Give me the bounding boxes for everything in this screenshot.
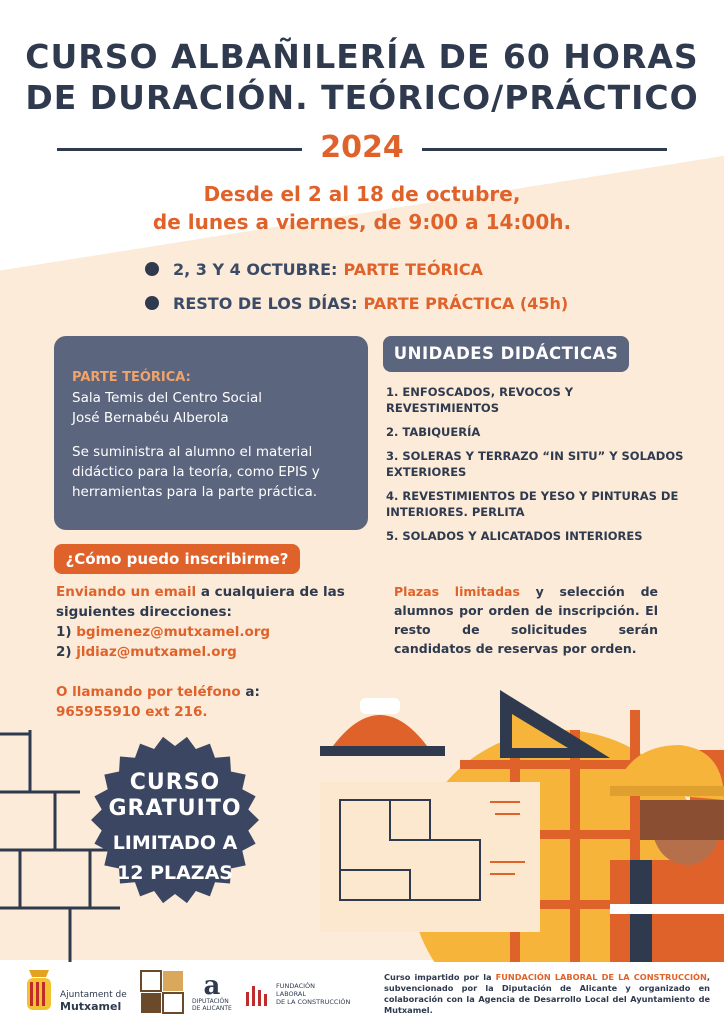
units-title: UNIDADES DIDÁCTICAS <box>383 336 629 372</box>
units-list <box>386 384 686 552</box>
logo-fundacion-line-2: LABORAL <box>276 990 306 998</box>
logo-fundacion-line-1: FUNDACIÓN <box>276 982 316 990</box>
email-number: 2) <box>56 644 77 660</box>
title-line-1: CURSO ALBAÑILERÍA DE 60 HORAS <box>25 37 699 76</box>
construction-illustration <box>310 690 724 962</box>
material-line-2: didáctico para la teoría, como EPIS y <box>72 464 320 480</box>
session-highlight: PARTE PRÁCTICA (45h) <box>363 293 569 313</box>
plazas-lead: Plazas limitadas <box>394 584 520 599</box>
footer <box>0 962 724 1024</box>
logo-diputacion-line-1: DIPUTACIÓN <box>192 998 229 1005</box>
divider-right <box>422 148 667 151</box>
session-item-theory <box>145 252 568 286</box>
unit-item: 3. SOLERAS Y TERRAZO “IN SITU” Y SOLADOS EXTERIORES <box>386 449 684 479</box>
footer-note-org: FUNDACIÓN LABORAL DE LA CONSTRUCCIÓN <box>495 972 707 982</box>
bullet-icon <box>145 296 159 310</box>
logo-diputacion-line-2: DE ALICANTE <box>192 1005 232 1012</box>
schedule-line-1: Desde el 2 al 18 de octubre, <box>203 182 521 206</box>
session-highlight: PARTE TEÓRICA <box>343 259 483 279</box>
inscription-title: ¿Cómo puedo inscribirme? <box>54 544 300 574</box>
logo-adl <box>140 970 184 1022</box>
bullet-icon <box>145 262 159 276</box>
schedule <box>0 180 724 236</box>
badge-text <box>90 770 260 888</box>
email-rest: a cualquiera de las <box>196 584 345 600</box>
email-intro <box>56 582 356 602</box>
badge-line-3: LIMITADO A <box>112 832 238 854</box>
logo-mutxamel <box>24 968 54 1020</box>
title-line-2: DE DURACIÓN. TEÓRICO/PRÁCTICO <box>25 78 699 117</box>
footer-note <box>384 972 710 1016</box>
badge-line-1: CURSO <box>129 770 221 795</box>
email-lead: Enviando un email <box>56 584 197 600</box>
phone-lead: O llamando por teléfono <box>56 684 241 700</box>
logo-mutxamel-line-2: Mutxamel <box>60 1000 122 1013</box>
plazas-rest: y selección de alumnos por orden de inscripción. El resto de solicitudes serán candidatos de reservas por orden. <box>394 584 659 656</box>
session-label: RESTO DE LOS DÍAS: <box>173 293 358 313</box>
badge-line-4: 12 PLAZAS <box>117 862 233 884</box>
logo-mutxamel-text <box>60 990 127 1013</box>
phone-rest: a: <box>240 684 260 700</box>
mutxamel-crest-icon <box>24 968 54 1016</box>
schedule-line-2: de lunes a viernes, de 9:00 a 14:00h. <box>152 210 572 234</box>
year: 2024 <box>320 130 404 165</box>
email-line-1 <box>56 622 356 642</box>
email-number: 1) <box>56 624 77 640</box>
limited-places-note <box>394 582 658 658</box>
material-line-1: Se suministra al alumno el material <box>72 444 313 460</box>
session-label: 2, 3 Y 4 OCTUBRE: <box>173 259 338 279</box>
session-item-practice <box>145 286 568 320</box>
hard-hat-icon <box>320 698 445 756</box>
footer-note-rest: , subvencionado por la Diputación de Alicante y organizado en colaboración con la Agencia de Desarrollo Local del Ayuntamiento de Mutxamel. <box>384 972 710 1015</box>
logo-mutxamel-line-1: Ajuntament de <box>60 990 127 1000</box>
logo-fundacion-line-3: DE LA CONSTRUCCIÓN <box>276 998 351 1006</box>
badge-line-2: GRATUITO <box>108 796 242 821</box>
unit-item: 2. TABIQUERÍA <box>386 425 481 439</box>
email-rest-2: siguientes direcciones: <box>56 604 232 620</box>
year-row <box>57 130 667 170</box>
logo-fundacion <box>244 982 350 1008</box>
theory-place-2: José Bernabéu Alberola <box>72 410 229 426</box>
logo-diputacion <box>192 971 232 1012</box>
material-line-3: herramientas para la parte práctica. <box>72 484 318 500</box>
footer-note-lead: Curso impartido por la <box>384 972 496 982</box>
email-link-1[interactable]: bgimenez@mutxamel.org <box>76 624 271 640</box>
fundacion-bars-icon <box>244 982 274 1008</box>
unit-item: 4. REVESTIMIENTOS DE YESO Y PINTURAS DE INTERIORES. PERLITA <box>386 489 679 519</box>
unit-item: 1. ENFOSCADOS, REVOCOS Y REVESTIMIENTOS <box>386 385 574 415</box>
blueprint-icon <box>320 782 540 932</box>
theory-heading: PARTE TEÓRICA: <box>72 370 191 385</box>
adl-logo-icon <box>140 970 184 1018</box>
email-line-2 <box>56 642 356 662</box>
poster-title <box>0 36 724 118</box>
phone-number[interactable]: 965955910 ext 216. <box>56 704 208 720</box>
theory-place-1: Sala Temis del Centro Social <box>72 390 262 406</box>
diputacion-mark-icon: a <box>203 971 221 1001</box>
session-list <box>145 252 568 320</box>
theory-info-box <box>54 336 368 530</box>
email-link-2[interactable]: jldiaz@mutxamel.org <box>76 644 237 660</box>
unit-item: 5. SOLADOS Y ALICATADOS INTERIORES <box>386 529 643 543</box>
